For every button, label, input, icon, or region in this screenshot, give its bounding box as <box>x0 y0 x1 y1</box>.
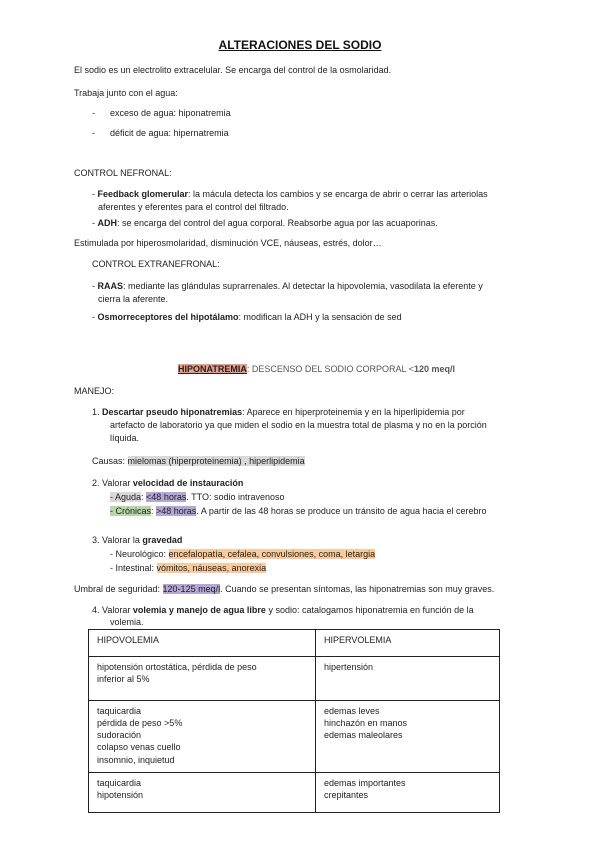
item3-prefix: Valorar la <box>102 535 143 545</box>
causas-value: mielomas (hiperproteinemia) , hiperlipidemia <box>127 456 305 466</box>
bullet-item: déficit de agua: hipernatremia <box>110 128 229 138</box>
table-cell: hipotensión ortostática, pérdida de peso inferior al 5% <box>89 657 316 701</box>
table-row <box>89 773 500 813</box>
manejo-item-3 <box>92 535 182 547</box>
item2-label: velocidad de instauración <box>132 478 244 488</box>
table-cell: taquicardia hipotensión <box>89 773 316 813</box>
adh-stimulated-line: Estimulada por hiperosmolaridad, disminución VCE, náuseas, estrés, dolor… <box>74 238 382 248</box>
item-number: 1. <box>92 407 100 417</box>
intestinal-line <box>110 563 266 575</box>
cronicas-line <box>110 506 487 518</box>
intro-line-2: Trabaja junto con el agua: <box>74 88 178 98</box>
bullet-item: exceso de agua: hiponatremia <box>110 108 231 118</box>
osmorreceptores-line: - Osmorreceptores del hipotálamo: modifican la ADH y la sensación de sed <box>92 312 402 322</box>
table-header-cell: HIPOVOLEMIA <box>89 630 316 657</box>
umbral-value: 120-125 meq/l <box>162 584 221 594</box>
table-row <box>89 657 500 701</box>
item1-text-cont-2: líquida. <box>110 433 140 443</box>
item4-label: volemia y manejo de agua libre <box>132 605 266 615</box>
causas-line <box>92 456 305 468</box>
item2-prefix: Valorar <box>102 478 133 488</box>
table-header-cell: HIPERVOLEMIA <box>316 630 500 657</box>
feedback-text-cont: aferentes y eferentes para el control del filtrado. <box>98 202 289 212</box>
manejo-item-4 <box>92 605 474 617</box>
umbral-text: . Cuando se presentan síntomas, las hiponatremias son muy graves. <box>220 584 495 594</box>
adh-label: ADH <box>97 218 117 228</box>
cronicas-label: - Crónicas <box>110 506 152 516</box>
table-row <box>89 701 500 773</box>
item3-label: gravedad <box>142 535 183 545</box>
intestinal-value: vómitos, náuseas, anorexia <box>156 563 267 573</box>
colon: : <box>141 492 147 502</box>
item4-text: : catalogamos hiponatremia en función de la <box>296 605 474 615</box>
item1-text: : Aparece en hiperproteinemia y en la hiperlipidemia por <box>242 407 465 417</box>
feedback-label: Feedback glomerular <box>97 189 189 199</box>
adh-line: - ADH: se encarga del control del agua corporal. Reabsorbe agua por las acuaporinas. <box>92 218 438 228</box>
intestinal-label: - Intestinal: <box>110 563 157 573</box>
item-number: 2. <box>92 478 100 488</box>
cronicas-value: >48 horas <box>156 506 197 516</box>
cronicas-text: . A partir de las 48 horas se produce un tránsito de agua hacia el cerebro <box>196 506 487 516</box>
feedback-text: : la mácula detecta los cambios y se encarga de abrir o cerrar las arteriolas <box>188 189 488 199</box>
item1-label: Descartar pseudo hiponatremias <box>102 407 243 417</box>
raas-text-cont: cierra la aferente. <box>98 294 169 304</box>
raas-line: - RAAS: mediante las glándulas suprarrenales. Al detectar la hipovolemia, vasodilata la eferente y <box>92 281 483 291</box>
item4-mid: y sodio <box>265 605 297 615</box>
item-number: 4. <box>92 605 100 615</box>
manejo-item-2 <box>92 478 243 490</box>
volemia-table <box>88 629 500 813</box>
raas-text: : mediante las glándulas suprarrenales. Al detectar la hipovolemia, vasodilata la eferente y <box>123 281 483 291</box>
table-cell: edemas importantes crepitantes <box>316 773 500 813</box>
causas-label: Causas: <box>92 456 128 466</box>
section-heading-control-extranefronal: CONTROL EXTRANEFRONAL: <box>92 259 220 269</box>
aguda-text: . TTO: sodio intravenoso <box>186 492 285 502</box>
umbral-line <box>74 584 494 596</box>
hiponatremia-heading <box>178 364 455 376</box>
manejo-item-1 <box>92 407 465 419</box>
osmo-label: Osmorreceptores del hipotálamo <box>97 312 239 322</box>
neuro-value: encefalopatía, cefalea, convulsiones, coma, letargia <box>168 549 376 559</box>
bullet-dash: - <box>92 108 95 118</box>
hiponatremia-rest: : DESCENSO DEL SODIO CORPORAL < <box>246 364 414 374</box>
manejo-heading: MANEJO: <box>74 386 115 396</box>
hiponatremia-label: HIPONATREMIA <box>178 364 247 374</box>
aguda-value: <48 horas <box>146 492 187 502</box>
feedback-glomerular-line: - Feedback glomerular: la mácula detecta los cambios y se encarga de abrir o cerrar las arteriolas <box>92 189 488 199</box>
osmo-text: : modifican la ADH y la sensación de sed <box>238 312 402 322</box>
table-cell: hipertensión <box>316 657 500 701</box>
table-header-row <box>89 630 500 657</box>
page-title: ALTERACIONES DEL SODIO <box>218 38 382 52</box>
hiponatremia-value: 120 meq/l <box>413 364 455 374</box>
item1-text-cont: artefacto de laboratorio ya que miden el sodio en la muestra total de plasma y no en la porción <box>110 420 487 430</box>
umbral-label: Umbral de seguridad: <box>74 584 163 594</box>
neurologico-line <box>110 549 375 561</box>
section-heading-control-nefronal: CONTROL NEFRONAL: <box>74 168 172 178</box>
item4-text-cont: volemia. <box>110 617 144 627</box>
raas-label: RAAS <box>97 281 124 291</box>
bullet-dash: - <box>92 128 95 138</box>
neuro-label: - Neurológico: <box>110 549 169 559</box>
aguda-label: - Aguda <box>110 492 142 502</box>
aguda-line <box>110 492 285 504</box>
table-cell: taquicardia pérdida de peso >5% sudoración colapso venas cuello insomnio, inquietud <box>89 701 316 773</box>
adh-text: : se encarga del control del agua corporal. Reabsorbe agua por las acuaporinas. <box>117 218 438 228</box>
colon: : <box>151 506 157 516</box>
intro-line-1: El sodio es un electrolito extracelular. Se encarga del control de la osmolaridad. <box>74 65 392 75</box>
table-cell: edemas leves hinchazón en manos edemas maleolares <box>316 701 500 773</box>
item4-prefix: Valorar <box>102 605 133 615</box>
item-number: 3. <box>92 535 100 545</box>
